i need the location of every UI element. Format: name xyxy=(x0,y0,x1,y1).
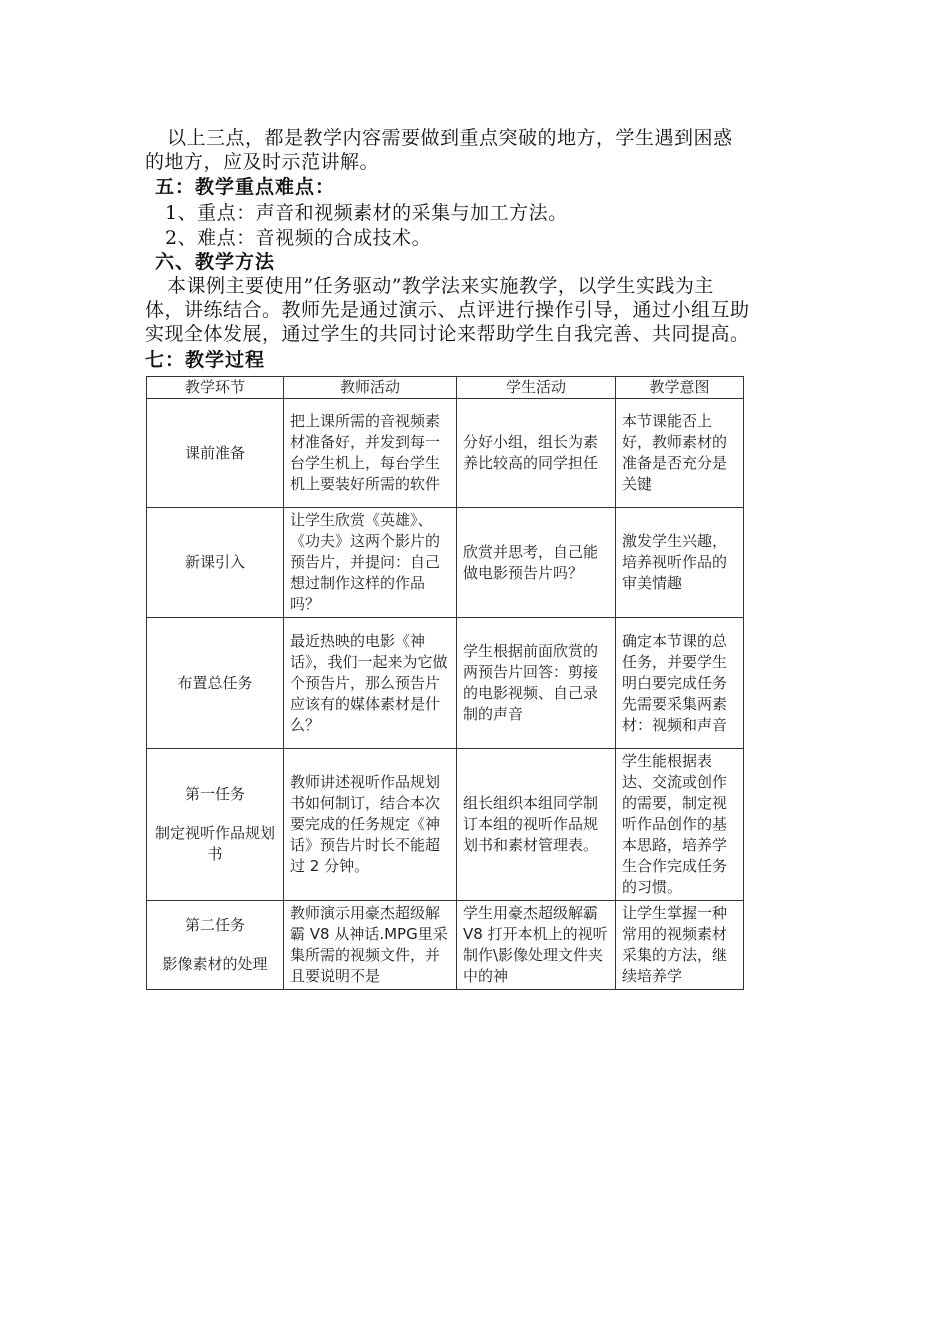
teacher-activity-cell: 把上课所需的音视频素材准备好，并发到每一台学生机上，每台学生机上要装好所需的软件 xyxy=(284,399,457,508)
intent-cell: 确定本节课的总任务，并要学生明白要完成任务先需要采集两素材：视频和声音 xyxy=(616,618,744,749)
stage-title: 第二任务 xyxy=(184,916,245,934)
intent-cell: 让学生掌握一种常用的视频素材采集的方法，继续培养学 xyxy=(616,901,744,990)
teacher-activity-cell: 教师演示用豪杰超级解霸 V8 从神话.MPG里采集所需的视频文件，并且要说明不是 xyxy=(284,901,457,990)
stage-cell: 新课引入 xyxy=(147,508,284,618)
teacher-activity-cell: 最近热映的电影《神话》，我们一起来为它做个预告片，那么预告片应该有的媒体素材是什么？ xyxy=(284,618,457,749)
student-activity-cell: 学生用豪杰超级解霸 V8 打开本机上的视听制作\影像处理文件夹中的神 xyxy=(457,901,616,990)
section-6-line-3: 实现全体发展，通过学生的共同讨论来帮助学生自我完善、共同提高。 xyxy=(145,323,750,345)
table-header-row xyxy=(147,377,744,399)
header-student-activity: 学生活动 xyxy=(457,377,616,399)
stage-title: 第一任务 xyxy=(184,785,245,803)
stage-cell: 布置总任务 xyxy=(147,618,284,749)
section-6-heading: 六、教学方法 xyxy=(155,251,276,273)
table-row xyxy=(147,508,744,618)
header-intent: 教学意图 xyxy=(616,377,744,399)
stage-cell: 课前准备 xyxy=(147,399,284,508)
table-row xyxy=(147,618,744,749)
table-row xyxy=(147,749,744,901)
header-stage: 教学环节 xyxy=(147,377,284,399)
teaching-process-table xyxy=(146,376,744,990)
table-row xyxy=(147,399,744,508)
intro-line-1: 以上三点，都是教学内容需要做到重点突破的地方，学生遇到困惑 xyxy=(167,127,733,149)
teacher-activity-cell: 让学生欣赏《英雄》、《功夫》这两个影片的预告片，并提问：自己想过制作这样的作品吗？ xyxy=(284,508,457,618)
student-activity-cell: 欣赏并思考，自己能做电影预告片吗？ xyxy=(457,508,616,618)
intent-cell: 本节课能否上好，教师素材的准备是否充分是关键 xyxy=(616,399,744,508)
section-5-item-1: 1、重点：声音和视频素材的采集与加工方法。 xyxy=(165,202,568,224)
header-teacher-activity: 教师活动 xyxy=(284,377,457,399)
table-row xyxy=(147,901,744,990)
intent-cell: 激发学生兴趣，培养视听作品的审美情趣 xyxy=(616,508,744,618)
teacher-activity-cell: 教师讲述视听作品规划书如何制订，结合本次要完成的任务规定《神话》预告片时长不能超过 2 分钟。 xyxy=(284,749,457,901)
intent-cell: 学生能根据表达、交流或创作的需要，制定视听作品创作的基本思路，培养学生合作完成任务的习惯。 xyxy=(616,749,744,901)
student-activity-cell: 分好小组，组长为素养比较高的同学担任 xyxy=(457,399,616,508)
section-6-line-2: 体，讲练结合。教师先是通过演示、点评进行操作引导，通过小组互助 xyxy=(145,299,750,321)
student-activity-cell: 组长组织本组同学制订本组的视听作品规划书和素材管理表。 xyxy=(457,749,616,901)
stage-cell xyxy=(147,901,284,990)
stage-subtitle: 制定视听作品规划书 xyxy=(154,824,275,863)
intro-line-2: 的地方，应及时示范讲解。 xyxy=(145,151,380,173)
section-5-item-2: 2、难点：音视频的合成技术。 xyxy=(165,227,432,249)
student-activity-cell: 学生根据前面欣赏的两预告片回答：剪接的电影视频、自己录制的声音 xyxy=(457,618,616,749)
stage-cell xyxy=(147,749,284,901)
section-7-heading: 七：教学过程 xyxy=(145,349,266,371)
section-6-line-1: 本课例主要使用”任务驱动”教学法来实施教学，以学生实践为主 xyxy=(167,275,714,297)
section-5-heading: 五：教学重点难点： xyxy=(155,176,336,198)
stage-subtitle: 影像素材的处理 xyxy=(162,955,268,973)
